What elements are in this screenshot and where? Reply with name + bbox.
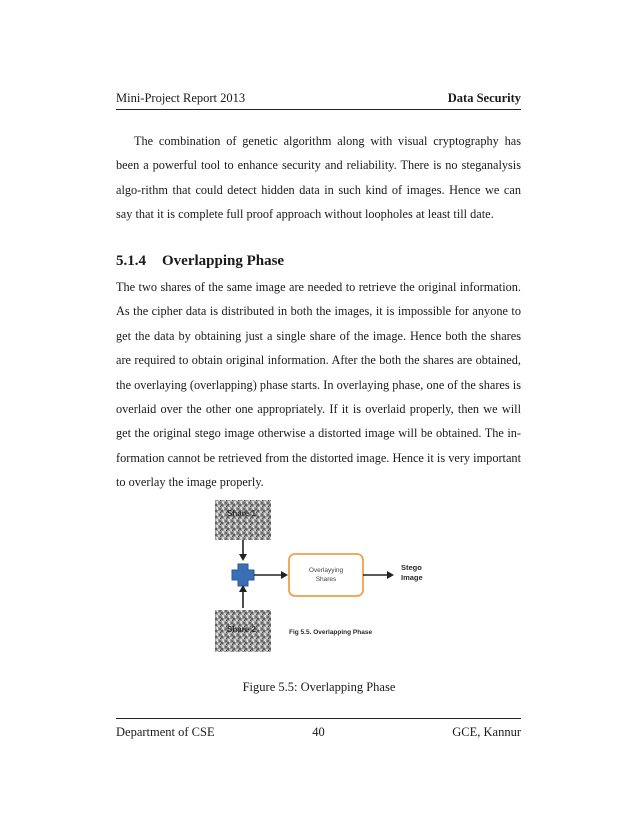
section-heading — [116, 253, 284, 270]
arrow-operator-to-process — [254, 571, 288, 579]
figure-inner-caption: Fig 5.5. Overlapping Phase — [289, 629, 373, 636]
share-2-image — [215, 610, 271, 652]
header-rule — [116, 109, 521, 110]
output-label-line1: Stego — [401, 563, 422, 572]
process-label-line2: Shares — [315, 576, 337, 583]
section-number: 5.1.4 — [116, 253, 146, 269]
intro-paragraph: The combination of genetic algorithm along with visual cryptography has been a powerful tool to enhance security and reliability. There is no steganalysis algo-rithm that could detect hidden data in such kind of images. Hence we can say that it is complete full proof approach without loopholes at least till date. — [116, 134, 521, 222]
header-report-title: Mini-Project Report 2013 — [116, 91, 246, 105]
share-1-label: Share 1 — [227, 509, 256, 518]
arrow-share2-to-operator — [239, 585, 247, 608]
overlapping-phase-figure — [209, 492, 429, 662]
figure-diagram — [209, 492, 429, 662]
footer-college: GCE, Kannur — [452, 725, 521, 739]
footer-rule — [116, 718, 521, 719]
arrow-share1-to-operator — [239, 540, 247, 561]
section-title: Overlapping Phase — [162, 253, 285, 269]
arrow-process-to-output — [363, 571, 394, 579]
share-1-image — [215, 500, 271, 540]
section-paragraph: The two shares of the same image are needed to retrieve the original information. As the cipher data is distributed in both the images, it is impossible for anyone to get the data by obtaining just a single share of the image. Hence both the shares are required to obtain original information. After the both the shares are obtained, the overlaying (overlapping) phase starts. In overlaying phase, one of the shares is overlaid over the other one appropriately. If it is overlaid properly, then we will get the original stego image otherwise a distorted image will be obtained. The in-formation cannot be retrieved from the distorted image. Hence it is very important to overlay the image properly. — [116, 280, 521, 490]
header-chapter-title: Data Security — [447, 91, 521, 105]
share-2-label: Share 2 — [227, 625, 256, 634]
page-number: 40 — [312, 725, 325, 739]
process-label-line1: Overlayying — [308, 567, 344, 574]
overlay-operator-icon — [232, 564, 254, 586]
running-header — [116, 91, 521, 109]
figure-caption: Figure 5.5: Overlapping Phase — [242, 680, 396, 694]
footer-department: Department of CSE — [116, 725, 215, 739]
output-label-line2: Image — [401, 573, 423, 582]
overlaying-shares-box — [289, 554, 363, 596]
running-footer — [116, 725, 521, 743]
